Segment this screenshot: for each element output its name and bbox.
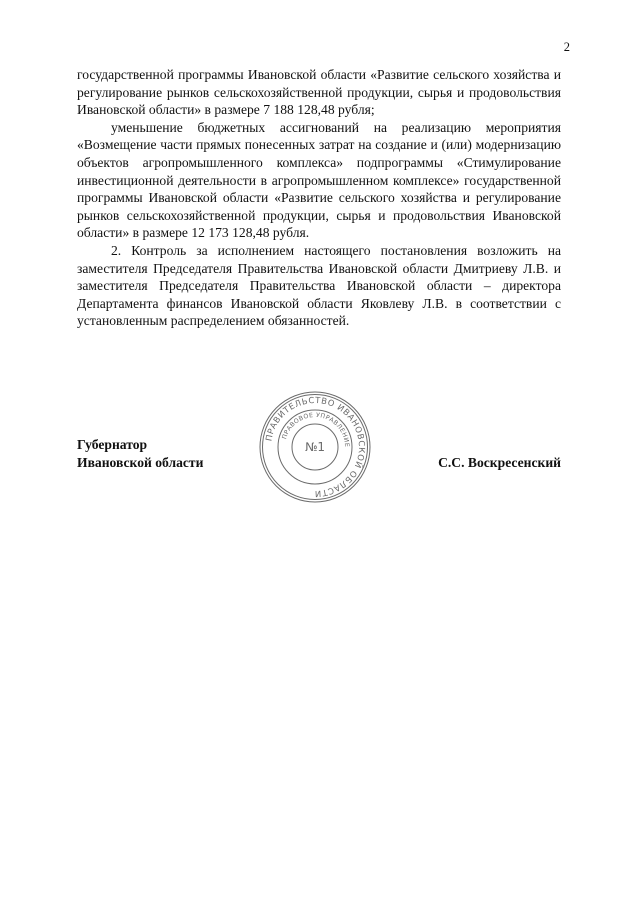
signatory-title [77, 436, 203, 471]
signatory-name: С.С. Воскресенский [438, 454, 561, 470]
official-seal [258, 390, 372, 504]
page-number: 2 [563, 40, 570, 54]
seal-outer-text: ПРАВИТЕЛЬСТВО ИВАНОВСКОЙ ОБЛАСТИ [263, 394, 368, 500]
paragraph-control: 2. Контроль за исполнением настоящего постановления возложить на заместителя Председателя Правительства Ивановской области Дмитриеву Л.В. и заместителя Председателя Правительства Ивановской области – директора Департамента финансов Ивановской области Яковлеву Л.В. в соответствии с установленным распределением обязанностей. [77, 242, 561, 329]
signature-block [77, 394, 561, 546]
signatory-title-line1: Губернатор [77, 437, 148, 452]
signatory-title-line2: Ивановской области [77, 454, 204, 470]
paragraph-continuation: государственной программы Ивановской области «Развитие сельского хозяйства и регулирование рынков сельскохозяйственной продукции, сырья и продовольствия Ивановской области» в размере 7 188 128,48 рубля; [77, 67, 561, 118]
seal-center-number: №1 [304, 440, 326, 454]
paragraph-reduction: уменьшение бюджетных ассигнований на реализацию мероприятия «Возмещение части прямых понесенных затрат на создание и (или) модернизацию объектов агропромышленного комплекса» подпрограммы «Стимулирование инвестиционной деятельности в агропромышленном комплексе» государственной программы Ивановской области «Развитие сельского хозяйства и регулирование рынков сельскохозяйственной продукции, сырья и продовольствия Ивановской области» в размере 12 173 128,48 рубля. [77, 119, 561, 241]
seal-inner-text: ПРАВОВОЕ УПРАВЛЕНИЕ [281, 411, 351, 448]
document-body [77, 66, 561, 330]
